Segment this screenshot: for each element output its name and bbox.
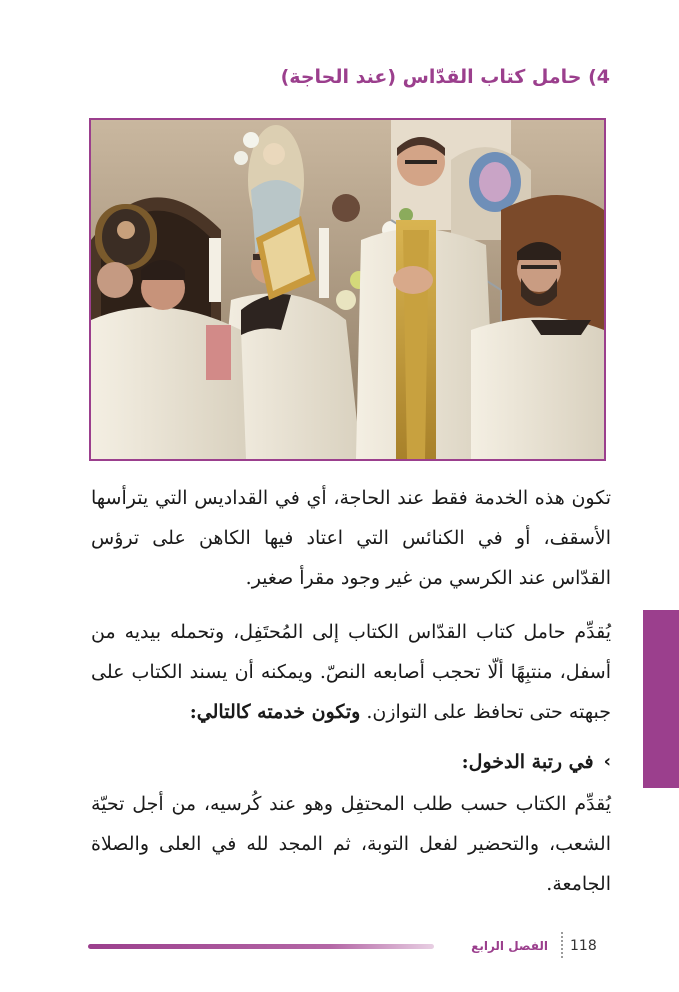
section-heading: 4) حامل كتاب القدّاس (عند الحاجة) bbox=[280, 66, 610, 88]
paragraph-service-description-bold: وتكون خدمته كالتالي: bbox=[189, 701, 361, 723]
photo-illustration bbox=[91, 120, 604, 459]
bullet-entrance-rite bbox=[91, 744, 611, 780]
chevron-right-icon: › bbox=[603, 751, 611, 772]
footer-separator bbox=[561, 932, 563, 958]
bullet-heading: في رتبة الدخول: bbox=[461, 751, 594, 773]
page-number: 118 bbox=[570, 938, 597, 954]
liturgy-photo bbox=[89, 118, 606, 461]
footer-decorative-line bbox=[88, 944, 434, 949]
chapter-side-tab bbox=[643, 610, 679, 788]
paragraph-entrance-rite: يُقدِّم الكتاب حسب طلب المحتفِل وهو عند كُرسيه، من أجل تحيّة الشعب، والتحضير لفعل التوبة، ثم المجد لله في العلى والصلاة الجامعة. bbox=[91, 793, 611, 895]
paragraph-service-occasion: تكون هذه الخدمة فقط عند الحاجة، أي في القداديس التي يترأسها الأسقف، أو في الكنائس التي اعتاد فيها الكاهن على ترؤس القدّاس عند الكرسي من غير وجود مقرأ صغير. bbox=[91, 487, 611, 589]
paragraph-service-description-text: يُقدِّم حامل كتاب القدّاس الكتاب إلى المُحتَفِل، وتحمله بيديه من أسفل، منتبِهًا ألّا تحجب أصابعه النصّ. ويمكنه أن يسند الكتاب على جبهته حتى تحافظ على التوازن. bbox=[91, 621, 611, 723]
footer-chapter-label: الفصل الرابع bbox=[471, 939, 548, 953]
paragraph-service-description bbox=[91, 612, 611, 732]
